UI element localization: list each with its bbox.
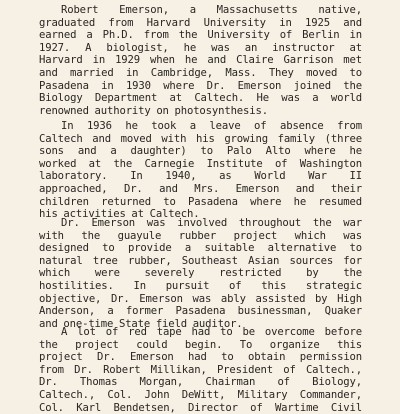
text-line: and married in Cambridge, Mass. They moved to	[39, 66, 362, 79]
text-line: designed to provide a suitable alternative to	[39, 242, 362, 255]
text-line: Biology Department at Caltech. He was a world	[39, 92, 362, 105]
text-line: hostilities. In pursuit of this strategic	[39, 279, 362, 292]
paragraph-1	[39, 4, 362, 117]
text-line: Dr. Emerson was involved throughout the war	[61, 217, 362, 229]
text-line: Harvard in 1929 when he and Claire Garrison met	[39, 54, 362, 67]
text-line: and one-time State field auditor.	[39, 317, 243, 330]
text-line: project Dr. Emerson had to obtain permission	[39, 351, 362, 364]
text-line: Caltech., Col. John DeWitt, Military Commander,	[39, 388, 362, 401]
paragraph-3	[39, 217, 362, 330]
text-line: Pasadena in 1930 where Dr. Emerson joined the	[39, 79, 362, 92]
text-line: Caltech and moved with his growing family (three	[39, 132, 362, 145]
text-line: worked at the Carnegie Institute of Washington	[39, 157, 362, 170]
text-line: A lot of red tape had to be overcome before	[61, 326, 362, 338]
text-line: graduated from Harvard University in 1925 and	[39, 16, 362, 29]
text-line: renowned authority on photosynthesis.	[39, 104, 268, 117]
text-line: from Dr. Robert Millikan, President of Caltech.,	[39, 363, 362, 376]
text-line: Dr. Thomas Morgan, Chairman of Biology,	[39, 376, 362, 389]
text-line: with the guayule rubber project which was	[39, 229, 362, 242]
paragraph-4	[39, 326, 362, 414]
text-line: objective, Dr. Emerson was ably assisted by High	[39, 292, 362, 305]
text-line: which were severely restricted by the	[39, 267, 362, 280]
text-line: the project could begin. To organize this	[39, 338, 362, 351]
text-line: 1927. A biologist, he was an instructor at	[39, 41, 362, 54]
text-line: approached, Dr. and Mrs. Emerson and their	[39, 182, 362, 195]
text-line: Col. Karl Bendetsen, Director of Wartime Civil	[39, 401, 362, 414]
text-line: sons and a daughter) to Palo Alto where he	[39, 145, 362, 158]
text-line: children returned to Pasadena where he resumed	[39, 195, 362, 208]
text-line: earned a Ph.D. from the University of Berlin in	[39, 29, 362, 42]
text-line: Anderson, a former Pasadena businessman, Quaker	[39, 305, 362, 318]
text-line: his activities at Caltech.	[39, 208, 200, 221]
text-line: In 1936 he took a leave of absence from	[61, 120, 362, 132]
text-line: laboratory. In 1940, as World War II	[39, 170, 362, 183]
paragraph-2	[39, 120, 362, 221]
text-line: Robert Emerson, a Massachusetts native,	[61, 4, 362, 16]
text-line: natural tree rubber, Southeast Asian sources for	[39, 254, 362, 267]
